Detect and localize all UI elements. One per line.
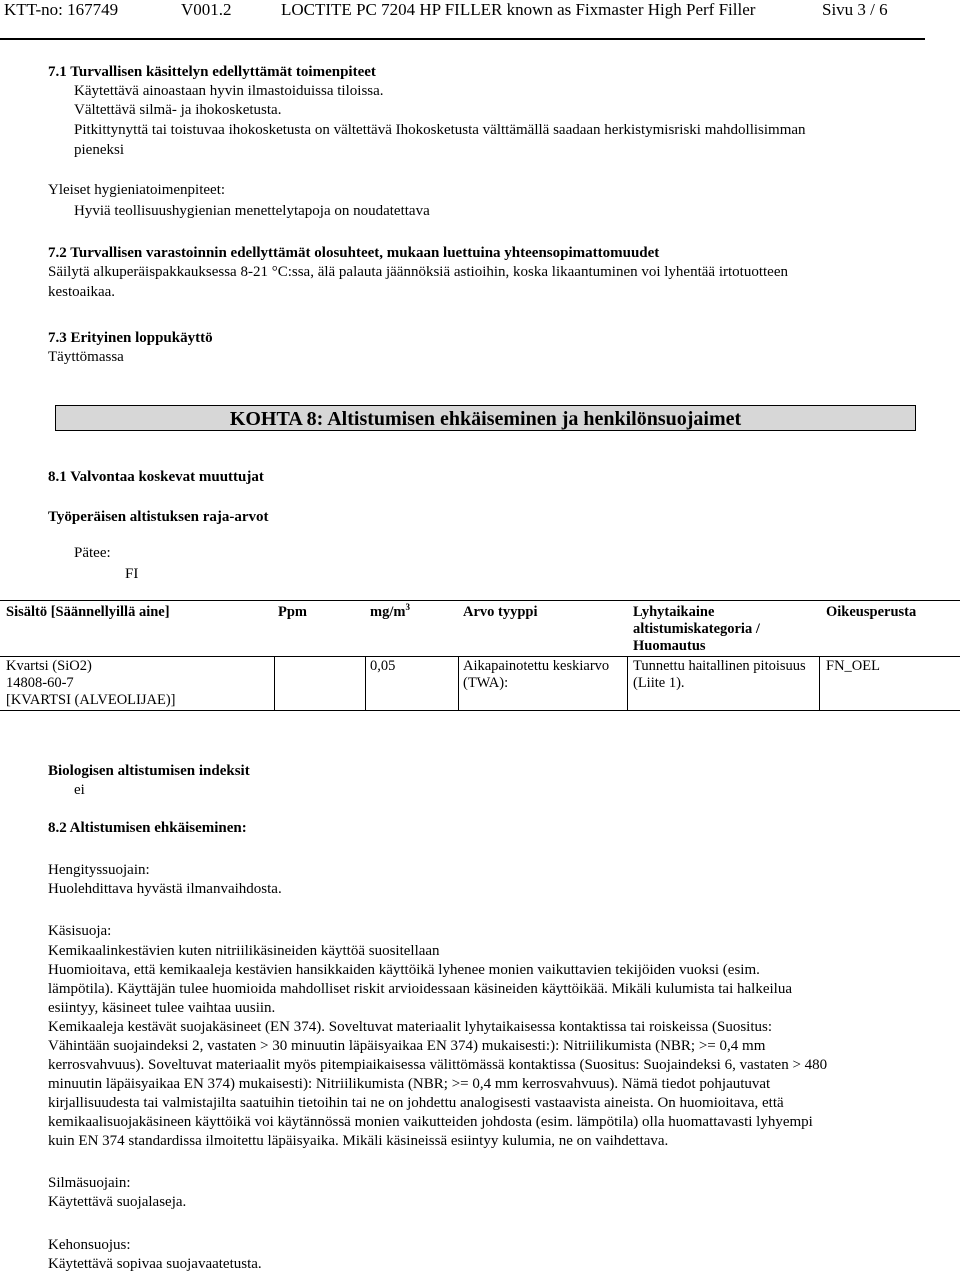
th-category-line: Lyhytaikaine: [633, 604, 715, 620]
th-substance: Sisältö [Säännellyillä aine]: [6, 604, 170, 620]
hygiene-text: Hyviä teollisuushygienian menettelytapoja on noudatettava: [74, 203, 430, 219]
td-legal-basis: FN_OEL: [826, 658, 880, 674]
version: V001.2: [181, 0, 232, 19]
product-name: LOCTITE PC 7204 HP FILLER known as Fixmaster High Perf Filler: [281, 0, 756, 19]
td-value-type-line: (TWA):: [463, 675, 509, 691]
section-8-1-heading: 8.1 Valvontaa koskevat muuttujat: [48, 469, 264, 485]
bio-heading: Biologisen altistumisen indeksit: [48, 763, 250, 779]
section-8-banner: KOHTA 8: Altistumisen ehkäiseminen ja henkilönsuojaimet: [55, 405, 916, 431]
hand-line: kerrosvahvuus). Soveltuvat materiaalit myös pitempiaikaisessa välittömässä kontaktissa (Suositus: Suojaindeksi 6, vastaten > 480: [48, 1057, 828, 1073]
th-category-line: altistumiskategoria /: [633, 621, 760, 637]
table-border-bottom: [0, 710, 960, 711]
hygiene-label: Yleiset hygieniatoimenpiteet:: [48, 182, 226, 198]
respiratory-text: Huolehdittava hyvästä ilmanvaihdosta.: [48, 881, 282, 897]
hand-line: kirjallisuudesta tai valmistajilta saatuihin tietoihin tai ne on johdettu analogisesti vastaavista aineista. On huomioitava, että: [48, 1095, 784, 1111]
hand-line: Huomioitava, että kemikaaleja kestävien hansikkaiden käyttöikä lyhenee monien vaikuttavien tekijöiden vuoksi (esim.: [48, 962, 760, 978]
body-protection-label: Kehonsuojus:: [48, 1237, 131, 1253]
respiratory-label: Hengityssuojain:: [48, 862, 150, 878]
th-value-type: Arvo tyyppi: [463, 604, 538, 620]
table-col-divider: [365, 656, 366, 711]
td-value-type-line: Aikapainotettu keskiarvo: [463, 658, 610, 674]
section-7-2-heading: 7.2 Turvallisen varastoinnin edellyttämät olosuhteet, mukaan luettuina yhteensopimattomuudet: [48, 245, 660, 261]
table-row-divider: [0, 656, 960, 657]
s72-line: Säilytä alkuperäispakkauksessa 8-21 °C:ssa, älä palauta jäännöksiä astioihin, koska likaantuminen voi lyhentää irtotuotteen: [48, 264, 788, 280]
section-7-1-heading: 7.1 Turvallisen käsittelyn edellyttämät toimenpiteet: [48, 64, 376, 80]
s73-text: Täyttömassa: [48, 349, 124, 365]
td-category-line: (Liite 1).: [633, 675, 685, 691]
eye-protection-label: Silmäsuojain:: [48, 1175, 131, 1191]
table-col-divider: [819, 656, 820, 711]
valid-country: FI: [125, 566, 139, 582]
hand-line: Kemikaaleja kestävät suojakäsineet (EN 374). Soveltuvat materiaalit lyhytaikaisessa kontaktissa tai roiskeissa (Suositus:: [48, 1019, 772, 1035]
body-protection-text: Käytettävä sopivaa suojavaatetusta.: [48, 1256, 262, 1272]
hand-protection-label: Käsisuoja:: [48, 923, 112, 939]
td-substance-line: Kvartsi (SiO2): [6, 658, 92, 674]
hand-line: Kemikaalinkestävien kuten nitriilikäsineiden käyttöä suositellaan: [48, 943, 440, 959]
hand-line: kemikaalisuojakäsineen käyttöikä voi käytännössä monien vaikutteiden johdosta (esim. lämpötila) olla huomattavasti lyhyempi: [48, 1114, 813, 1130]
hand-line: kuin EN 374 standardissa ilmoitettu läpäisyaika. Mikäli käsineissä esiintyy kulumia, ne on vaihdettava.: [48, 1133, 669, 1149]
s71-line: pieneksi: [74, 142, 124, 158]
th-mgm3: [370, 604, 410, 621]
eye-protection-text: Käytettävä suojalaseja.: [48, 1194, 187, 1210]
table-border-top: [0, 600, 960, 601]
header-rule: [0, 38, 925, 40]
th-mgm3-sup: 3: [405, 602, 410, 613]
th-legal-basis: Oikeusperusta: [826, 604, 917, 620]
ktt-number: KTT-no: 167749: [4, 0, 119, 19]
td-category-line: Tunnettu haitallinen pitoisuus: [633, 658, 806, 674]
th-ppm: Ppm: [278, 604, 307, 620]
page-number: Sivu 3 / 6: [822, 0, 888, 19]
oel-subheading: Työperäisen altistuksen raja-arvot: [48, 509, 269, 525]
hand-line: esiintyy, käsineet tulee vaihtaa uusiin.: [48, 1000, 276, 1016]
hand-line: Vähintään suojaindeksi 2, vastaten > 30 minuutin läpäisyaikaa EN 374) mukaisesti:): Nitriilikumista (NBR; >= 0,4 mm: [48, 1038, 766, 1054]
section-8-2-heading: 8.2 Altistumisen ehkäiseminen:: [48, 820, 247, 836]
hand-line: lämpötila). Käyttäjän tulee huomioida mahdolliset riskit arvioidessaan käsineiden käyttöikää. Mikäli kulumista tai halkeilua: [48, 981, 792, 997]
td-mgm3: 0,05: [370, 658, 396, 674]
th-category-line: Huomautus: [633, 638, 706, 654]
table-col-divider: [627, 656, 628, 711]
td-substance-line: 14808-60-7: [6, 675, 74, 691]
s72-line: kestoaikaa.: [48, 284, 116, 300]
hand-line: minuutin läpäisyaikaa EN 374) mukaisesti): Nitriilikumista (NBR; >= 0,4 mm kerrosvahvuus). Nämä tiedot pohjautuvat: [48, 1076, 771, 1092]
s71-line: Pitkittynyttä tai toistuvaa ihokosketusta on vältettävä Ihokosketusta välttämällä saadaan herkistymisriski mahdollisimman: [74, 122, 806, 138]
td-substance-line: [KVARTSI (ALVEOLIJAE)]: [6, 692, 176, 708]
th-mgm3-text: mg/m: [370, 604, 406, 620]
s71-line: Käytettävä ainoastaan hyvin ilmastoiduissa tiloissa.: [74, 83, 384, 99]
s71-line: Vältettävä silmä- ja ihokosketusta.: [74, 102, 282, 118]
bio-value: ei: [74, 782, 85, 798]
table-col-divider: [458, 656, 459, 711]
table-col-divider: [274, 656, 275, 711]
valid-label: Pätee:: [74, 545, 111, 561]
section-7-3-heading: 7.3 Erityinen loppukäyttö: [48, 330, 213, 346]
